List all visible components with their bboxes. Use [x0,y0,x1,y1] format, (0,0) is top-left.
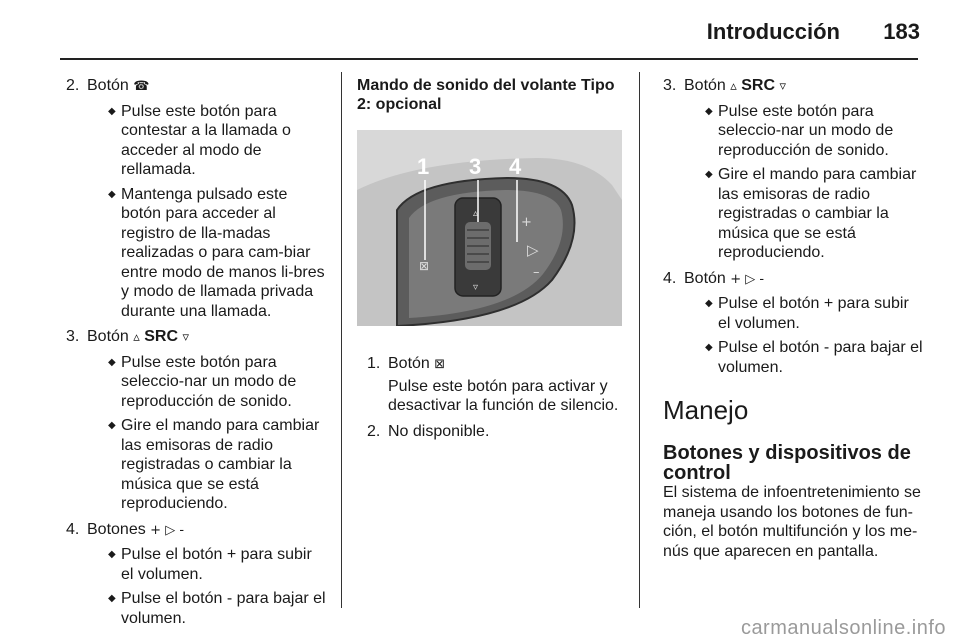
up-arrow-icon: ▵ [473,208,479,219]
figure-label-1: 1 [417,154,430,179]
item-label: Botón [87,77,129,94]
down-arrow-icon: ▿ [473,282,479,293]
bullet-item: ◆ Pulse el botón - para bajar el volumen. [108,590,326,627]
bullet-item: ◆ Pulse este botón para seleccio-nar un modo de reproducción de sonido. [705,102,894,159]
item-label: Botón [87,328,129,345]
volume-icon: ▷ [527,241,539,259]
item-label: Botón [684,77,726,94]
item-number: 2. [367,422,381,440]
bullet-item: ◆ Mantenga pulsado este botón para acceder al registro de lla-madas realizadas o para cam-biar entre modo de manos li-bres y modo de llamada privada durante una llamada. [108,185,325,320]
diamond-icon: ◆ [705,105,713,117]
page-header-title: Introducción [706,19,840,44]
diamond-icon: ◆ [108,356,116,368]
item-number: 3. [66,328,80,345]
bullet-item: ◆ Pulse el botón + para subir el volumen. [705,295,909,332]
src-label: SRC [741,77,776,94]
diamond-icon: ◆ [705,298,713,309]
diamond-icon: ◆ [108,549,116,560]
down-arrow-icon: ▿ [182,330,190,345]
item-label: No disponible. [388,422,490,440]
bullet-item: ◆ Gire el mando para cambiar las emisoras de radio registradas o cambiar la música que se está reproduciendo. [108,417,320,512]
bullet-item: ◆ Pulse el botón - para bajar el volumen. [705,339,923,376]
diamond-icon: ◆ [705,342,713,353]
list-item [367,422,622,442]
diamond-icon: ◆ [108,105,116,117]
volume-icon: + ▷ - [730,271,765,287]
diamond-icon: ◆ [108,188,116,200]
mute-icon: ⊠ [419,259,430,273]
section-body: El sistema de infoentretenimiento se maneja usando los botones de fun-ción, el botón multifunción y los me-nús que aparecen en pantalla. [663,484,921,560]
item-number: 4. [66,520,80,538]
diamond-icon: ◆ [108,420,116,431]
src-label: SRC [144,328,179,345]
up-arrow-icon: ▵ [730,79,737,94]
list-item [66,76,328,321]
item-label: Botón [388,355,430,372]
item-number: 1. [367,355,381,372]
bullet-item: ◆ Pulse este botón para contestar a la llamada o acceder al modo de rellamada. [108,102,291,178]
minus-icon: – [533,265,540,280]
item-description: Pulse este botón para activar y desactivar la función de silencio. [388,377,619,414]
list-item [663,269,925,378]
watermark: carmanualsonline.info [740,617,946,639]
item-number: 3. [663,77,677,94]
figure-label-4: 4 [509,154,522,179]
section-title: Manejo [663,395,749,425]
section-subtitle: Botones y dispositivos de control [663,442,911,484]
bullet-item: ◆ Pulse este botón para seleccio-nar un modo de reproducción de sonido. [108,353,297,410]
diamond-icon: ◆ [705,169,713,180]
figure-heading: Mando de sonido del volante Tipo 2: opcional [357,77,615,113]
phone-icon: ☎ [133,79,150,94]
diamond-icon: ◆ [108,593,116,604]
down-arrow-icon: ▿ [779,79,787,94]
item-label: Botón [684,269,726,287]
column-3 [663,76,925,561]
up-arrow-icon: ▵ [133,330,140,345]
list-item [367,354,622,416]
item-label: Botones [87,520,146,538]
column-divider-1 [341,72,342,608]
volume-icon: + ▷ - [150,522,185,538]
column-divider-2 [639,72,640,608]
figure-label-3: 3 [469,154,482,179]
steering-wheel-controls-figure [357,130,622,326]
list-item [663,76,925,263]
list-item [66,327,328,514]
bullet-item: ◆ Gire el mando para cambiar las emisoras de radio registradas o cambiar la música que se está reproduciendo. [705,166,917,261]
item-number: 4. [663,269,677,287]
mute-icon: ⊠ [434,357,446,372]
item-number: 2. [66,77,80,94]
plus-icon: + [521,215,532,230]
list-item [66,520,328,629]
page-number: 183 [883,19,920,44]
column-1 [66,76,328,634]
header-rule [60,58,918,60]
column-2 [357,76,622,447]
bullet-item: ◆ Pulse el botón + para subir el volumen. [108,546,312,583]
